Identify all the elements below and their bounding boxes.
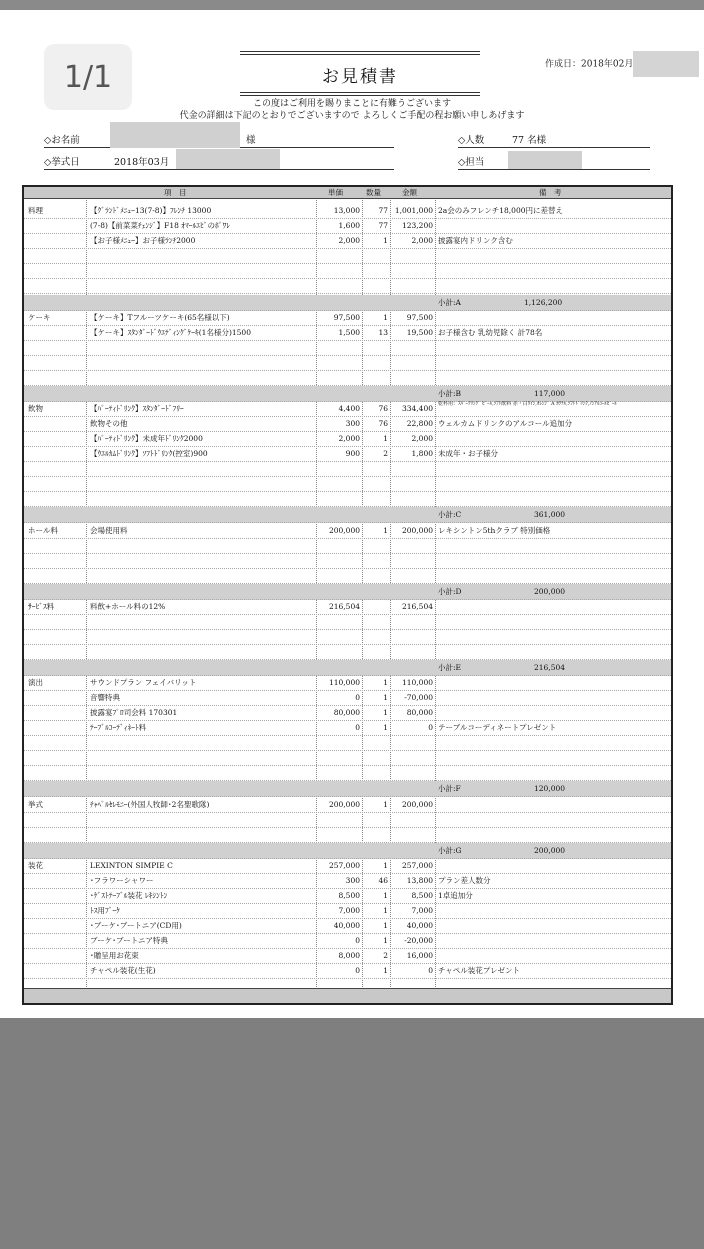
- table-cell: 小計:C: [438, 510, 462, 519]
- table-row: [24, 918, 671, 934]
- table-cell: 小計:E: [438, 663, 462, 672]
- table-cell: 117,000: [534, 389, 566, 398]
- table-cell: 1卓追加分: [438, 891, 473, 900]
- table-cell: 0: [428, 966, 433, 975]
- table-cell: 76: [378, 419, 388, 428]
- table-cell: 216,504: [534, 663, 566, 672]
- table-row: [24, 340, 671, 356]
- table-cell: 乾杯用：ｽﾊﾟｰｸﾘﾝｸﾞ ﾋﾞｰﾙ,ｿﾌﾄ飲料 赤・白ﾜｲﾝ,ｵﾚﾝｼﾞ A ｶｸﾃﾙ,ｿﾌﾄﾄﾞﾘﾝｸ,ﾉﾝｱﾙｺｰﾙﾋﾞｰﾙ: [438, 401, 617, 407]
- redaction-mask: [176, 149, 280, 169]
- table-cell: 200,000: [401, 800, 433, 809]
- table-cell: 13: [378, 328, 388, 337]
- header-amount: 金額: [402, 188, 417, 197]
- people-label: ◇人数: [458, 135, 485, 146]
- table-row: [24, 431, 671, 447]
- table-cell: -70,000: [404, 693, 433, 702]
- table-cell: 120,000: [534, 784, 566, 793]
- table-cell: チャペル装花(生花): [90, 966, 156, 975]
- table-cell: 77: [378, 221, 388, 230]
- table-cell: 1: [383, 236, 388, 245]
- table-row: [24, 614, 671, 630]
- table-row: [24, 416, 671, 432]
- table-cell: 257,000: [328, 861, 360, 870]
- estimate-table: [22, 185, 673, 1005]
- people-value: 77 名様: [512, 135, 547, 146]
- greeting-line-1: この度はご利用を賜りまことに有難うございます: [252, 99, 451, 109]
- name-label: ◇お名前: [44, 135, 80, 146]
- table-cell: 0: [428, 723, 433, 732]
- table-cell: ウェルカムドリンクのアルコール追加分: [438, 419, 573, 428]
- table-cell: 97,500: [333, 313, 360, 322]
- table-cell: (7-8)【前菜菜ﾁｪﾝｼﾞ】F18 ｵﾏｰﾙｴﾋﾞのﾎﾟﾜﾚ: [90, 221, 231, 230]
- table-cell: 13,000: [333, 206, 360, 215]
- top-bar: [0, 0, 704, 10]
- table-cell: ･フラワーシャワー: [90, 876, 154, 885]
- table-cell: 2,000: [338, 236, 360, 245]
- table-row: [24, 690, 671, 706]
- greeting-line-2: 代金の詳細は下記のとおりでございますので よろしくご手配の程お願い申しあげます: [179, 111, 525, 121]
- table-row: [24, 963, 671, 979]
- table-row: [24, 446, 671, 462]
- table-cell: 200,000: [534, 587, 566, 596]
- table-cell: 1,001,000: [394, 206, 433, 215]
- table-cell: 7,000: [338, 906, 360, 915]
- table-cell: 7,000: [411, 906, 433, 915]
- table-footer-strip: [24, 988, 671, 1003]
- table-cell: ｻｰﾋﾞｽ料: [28, 602, 55, 611]
- table-row: [24, 812, 671, 828]
- table-cell: 飲物その他: [90, 419, 128, 428]
- header-unit: 単価: [328, 188, 343, 197]
- table-cell: 0: [355, 693, 360, 702]
- doc-title: お見積書: [322, 67, 398, 87]
- table-cell: 110,000: [401, 678, 433, 687]
- table-cell: 1: [383, 693, 388, 702]
- table-row: [24, 948, 671, 964]
- table-cell: ﾃｰﾌﾞﾙｺｰﾃﾞｨﾈｰﾄ料: [90, 723, 147, 732]
- table-cell: 2: [383, 449, 388, 458]
- table-cell: 97,500: [406, 313, 433, 322]
- table-row: [24, 568, 671, 584]
- table-cell: 0: [355, 936, 360, 945]
- table-row: [24, 523, 671, 539]
- header-qty: 数量: [366, 188, 381, 197]
- table-cell: 361,000: [534, 510, 566, 519]
- created-date: [545, 51, 699, 77]
- table-cell: テーブルコーディネートプレゼント: [438, 723, 557, 732]
- table-cell: 披露宴ﾌﾟﾛ司会料 170301: [90, 708, 178, 717]
- table-cell: 334,400: [401, 404, 433, 413]
- table-cell: 1,600: [338, 221, 360, 230]
- table-cell: 2,000: [411, 236, 433, 245]
- table-cell: 1: [383, 861, 388, 870]
- table-cell: 200,000: [534, 846, 566, 855]
- redaction-mask: [633, 51, 699, 77]
- table-cell: 料理: [28, 206, 43, 215]
- table-cell: サウンドプラン フェイバリット: [90, 678, 197, 687]
- table-cell: -20,000: [404, 936, 433, 945]
- table-cell: 1,500: [338, 328, 360, 337]
- table-cell: 1: [383, 434, 388, 443]
- table-cell: 123,200: [401, 221, 433, 230]
- table-cell: 19,500: [406, 328, 433, 337]
- table-cell: 8,500: [411, 891, 433, 900]
- table-cell: 演出: [28, 678, 43, 687]
- table-cell: 料飲+ホール料の12%: [90, 602, 166, 611]
- table-cell: チャペル装花プレゼント: [438, 966, 520, 975]
- subtotal-row: [24, 507, 671, 523]
- table-row: [24, 218, 671, 234]
- table-row: [24, 797, 671, 813]
- people-field: [458, 132, 650, 150]
- table-cell: 披露宴内ドリンク含む: [438, 236, 513, 245]
- table-row: [24, 491, 671, 507]
- table-cell: 2,000: [338, 434, 360, 443]
- table-cell: 飲物: [28, 404, 43, 413]
- table-cell: 0: [355, 723, 360, 732]
- table-cell: 小計:A: [438, 298, 461, 307]
- table-cell: 小計:G: [438, 846, 462, 855]
- table-row: [24, 355, 671, 371]
- table-cell: 216,504: [401, 602, 433, 611]
- table-row: [24, 933, 671, 949]
- page-indicator[interactable]: 1/1: [44, 44, 132, 110]
- table-cell: 1: [383, 708, 388, 717]
- subtotal-row: [24, 386, 671, 402]
- table-row: [24, 827, 671, 843]
- table-cell: 1: [383, 891, 388, 900]
- header-note: 備 考: [539, 188, 562, 197]
- table-cell: 216,504: [328, 602, 360, 611]
- table-row: [24, 629, 671, 645]
- table-cell: 【ﾊﾟｰﾃｨﾄﾞﾘﾝｸ】未成年ﾄﾞﾘﾝｸ2000: [90, 434, 203, 443]
- table-row: [24, 888, 671, 904]
- table-cell: 【ケーキ】ｽﾀﾝﾀﾞｰﾄﾞｳｴﾃﾞｨﾝｸﾞｹｰｷ(1名様分)1500: [90, 328, 251, 337]
- table-cell: ･贈呈用お花束: [90, 951, 139, 960]
- table-cell: 257,000: [401, 861, 433, 870]
- table-row: [24, 903, 671, 919]
- viewer-background: [0, 1018, 704, 1249]
- table-cell: 1,126,200: [524, 298, 563, 307]
- table-cell: プラン差人数分: [438, 876, 491, 885]
- table-cell: 8,000: [338, 951, 360, 960]
- table-cell: 音響特典: [90, 693, 120, 702]
- table-cell: ホール料: [28, 526, 58, 535]
- subtotal-row: [24, 781, 671, 797]
- table-cell: 110,000: [328, 678, 360, 687]
- table-row: [24, 553, 671, 569]
- table-row: [24, 538, 671, 554]
- table-cell: 1: [383, 678, 388, 687]
- table-cell: 1: [383, 313, 388, 322]
- table-cell: ケーキ: [28, 313, 51, 322]
- table-cell: 8,500: [338, 891, 360, 900]
- table-cell: 【ｸﾞﾗﾝﾄﾞﾒﾆｭｰ13(7-8)】ﾌﾚﾝﾁ 13000: [90, 206, 212, 215]
- table-cell: 【ﾊﾟｰﾃｨﾄﾞﾘﾝｸ】ｽﾀﾝﾀﾞｰﾄﾞﾌﾘｰ: [90, 404, 184, 413]
- table-cell: 1: [383, 800, 388, 809]
- date-value: 2018年03月: [114, 157, 170, 168]
- table-row: [24, 325, 671, 341]
- table-cell: 76: [378, 404, 388, 413]
- table-row: [24, 750, 671, 766]
- table-row: [24, 263, 671, 279]
- table-row: [24, 705, 671, 721]
- table-row: [24, 599, 671, 615]
- table-cell: 小計:D: [438, 587, 462, 596]
- header-item: 項 目: [164, 188, 187, 197]
- table-cell: 1: [383, 723, 388, 732]
- table-cell: 【ｳｴﾙｶﾑﾄﾞﾘﾝｸ】ｿﾌﾄﾄﾞﾘﾝｸ(控室)900: [90, 449, 208, 458]
- table-cell: 未成年・お子様分: [438, 449, 498, 458]
- table-cell: 小計:B: [438, 389, 462, 398]
- table-cell: ブーケ･ブートニア特典: [90, 936, 168, 945]
- table-cell: 【ケーキ】Tフルーツケーキ(65名様以下): [90, 313, 230, 322]
- table-cell: 1,800: [411, 449, 433, 458]
- table-row: [24, 203, 671, 219]
- table-row: [24, 735, 671, 751]
- table-row: [24, 248, 671, 264]
- table-cell: 16,000: [406, 951, 433, 960]
- table-row: [24, 278, 671, 294]
- table-row: [24, 401, 671, 417]
- table-cell: LEXINTON SIMPIE C: [90, 861, 173, 870]
- table-row: [24, 675, 671, 691]
- table-cell: 46: [378, 876, 388, 885]
- subtotal-row: [24, 843, 671, 859]
- greeting: [0, 98, 704, 122]
- table-cell: 40,000: [333, 921, 360, 930]
- table-cell: ･ｹﾞｽﾄﾃｰﾌﾞﾙ装花 ﾚｷｼﾝﾄﾝ: [90, 891, 168, 900]
- document-page: [0, 10, 704, 1018]
- table-cell: 13,800: [406, 876, 433, 885]
- subtotal-row: [24, 295, 671, 311]
- subtotal-row: [24, 660, 671, 676]
- table-row: [24, 858, 671, 874]
- table-cell: 1: [383, 906, 388, 915]
- created-label: 作成日：2018年02月: [545, 59, 634, 70]
- table-cell: 80,000: [333, 708, 360, 717]
- table-cell: 【お子様ﾒﾆｭｰ】お子様ﾗﾝﾁ2000: [90, 236, 196, 245]
- table-row: [24, 370, 671, 386]
- table-cell: 2: [383, 951, 388, 960]
- table-cell: 1: [383, 526, 388, 535]
- table-cell: 200,000: [401, 526, 433, 535]
- table-cell: 2,000: [411, 434, 433, 443]
- redaction-mask: [508, 151, 582, 169]
- table-row: [24, 476, 671, 492]
- table-row: [24, 233, 671, 249]
- table-cell: 会場使用料: [90, 526, 128, 535]
- table-row: [24, 644, 671, 660]
- date-label: ◇挙式日: [44, 157, 80, 168]
- table-row: [24, 310, 671, 326]
- staff-label: ◇担当: [458, 157, 485, 168]
- table-cell: 300: [345, 419, 360, 428]
- table-cell: お子様含む 乳幼児除く 計78名: [438, 328, 543, 337]
- table-cell: 装花: [28, 861, 43, 870]
- table-cell: 4,400: [338, 404, 360, 413]
- table-cell: レキシントン5thクラブ 特別価格: [438, 526, 551, 535]
- subtotal-row: [24, 584, 671, 600]
- table-row: [24, 873, 671, 889]
- title-block: [240, 49, 480, 98]
- table-row: [24, 720, 671, 736]
- table-cell: 0: [355, 966, 360, 975]
- table-cell: 2a会のみフレンチ18,000円に差替え: [438, 206, 563, 215]
- table-cell: 300: [345, 876, 360, 885]
- table-cell: 77: [378, 206, 388, 215]
- table-cell: 挙式: [28, 800, 43, 809]
- table-cell: 200,000: [328, 526, 360, 535]
- table-row: [24, 765, 671, 781]
- table-cell: 40,000: [406, 921, 433, 930]
- table-cell: 200,000: [328, 800, 360, 809]
- table-cell: 22,800: [406, 419, 433, 428]
- table-cell: 1: [383, 936, 388, 945]
- table-cell: 1: [383, 966, 388, 975]
- table-cell: 小計:F: [438, 784, 461, 793]
- table-cell: 80,000: [406, 708, 433, 717]
- table-cell: 900: [345, 449, 360, 458]
- table-header: [24, 187, 671, 199]
- table-cell: 1: [383, 921, 388, 930]
- table-cell: ﾄｽ用ﾌﾞｰｹ: [90, 906, 120, 915]
- table-cell: ･ブーケ･ブートニア(CD用): [90, 921, 182, 930]
- redaction-mask: [110, 122, 240, 148]
- name-suffix: 様: [246, 135, 256, 146]
- table-row: [24, 461, 671, 477]
- table-cell: ﾁｬﾍﾟﾙｾﾚﾓﾆｰ(外国人牧師･2名聖歌隊): [90, 800, 210, 809]
